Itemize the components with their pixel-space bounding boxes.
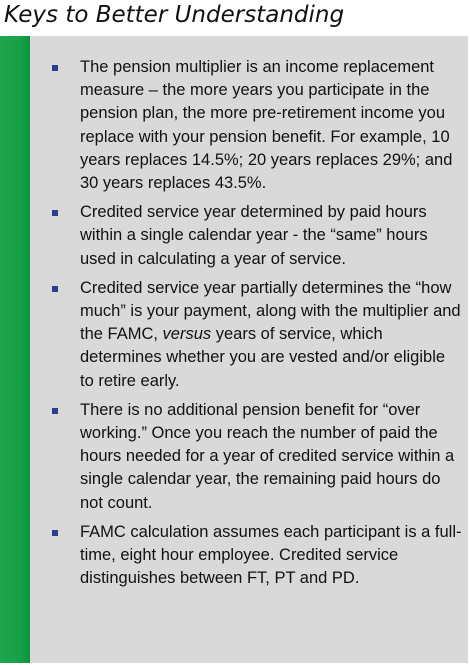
list-item-text: There is no additional pension benefit for “over working.” Once you reach the number of paid the hours needed for a year of credited service within a single calendar year, the remaining paid hours do not count. bbox=[80, 400, 455, 512]
emphasis-text: versus bbox=[162, 325, 212, 344]
slide-title: Keys to Better Understanding bbox=[4, 2, 345, 28]
list-item bbox=[44, 56, 462, 195]
list-item bbox=[44, 277, 462, 393]
square-bullet-icon bbox=[52, 210, 58, 216]
bullet-list bbox=[44, 56, 462, 590]
slide-panel bbox=[0, 36, 468, 663]
list-item bbox=[44, 399, 462, 515]
square-bullet-icon bbox=[52, 65, 58, 71]
list-item-text: FAMC calculation assumes each participant is a full-time, eight hour employee. Credited service distinguishes between FT, PT and PD. bbox=[80, 522, 462, 588]
square-bullet-icon bbox=[52, 286, 58, 292]
list-item-text bbox=[80, 279, 461, 390]
bullet-list-container bbox=[44, 56, 462, 596]
list-item-text-part: years of service, which determines whether you are vested and/or eligible to retire early. bbox=[80, 325, 446, 390]
list-item-text-part: Credited service year partially determines the “how much” is your payment, along with the multiplier and the FAMC, bbox=[80, 278, 461, 344]
square-bullet-icon bbox=[52, 530, 58, 536]
green-accent-bar bbox=[0, 36, 30, 663]
list-item-text: The pension multiplier is an income replacement measure – the more years you participate in the pension plan, the more pre-retirement income you replace with your pension benefit. For example, 10 years replaces 14.5%; 20 years replaces 29%; and 30 years replaces 43.5%. bbox=[80, 58, 453, 193]
list-item bbox=[44, 521, 462, 591]
square-bullet-icon bbox=[52, 408, 58, 414]
list-item-text: Credited service year determined by paid hours within a single calendar year - the “same” hours used in calculating a year of service. bbox=[80, 203, 428, 268]
list-item bbox=[44, 201, 462, 271]
